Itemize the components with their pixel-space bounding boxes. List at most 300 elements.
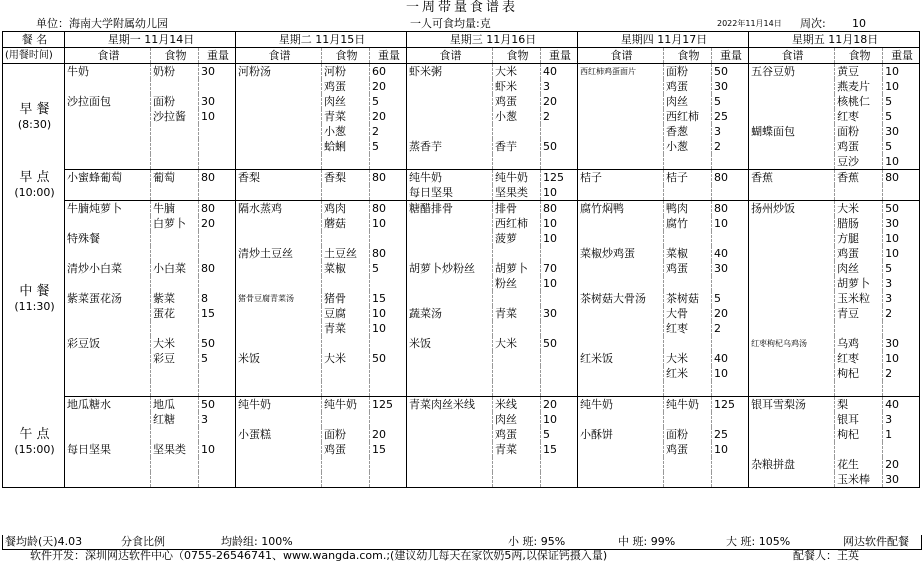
weight-cell: 20	[883, 457, 920, 472]
weight-cell: 40	[541, 64, 578, 80]
weight-cell: 10	[199, 109, 236, 124]
weight-cell	[883, 321, 920, 336]
ingredient-cell: 枸杞	[835, 366, 883, 381]
dish-cell	[578, 154, 664, 170]
dish-cell	[578, 216, 664, 231]
weight-cell: 30	[541, 306, 578, 321]
ingredient-cell: 豆腐	[322, 306, 370, 321]
dish-cell	[236, 457, 322, 472]
dish-cell	[749, 139, 835, 154]
weight-cell: 10	[199, 442, 236, 457]
dish-cell: 红米饭	[578, 351, 664, 366]
meal-name: 中 餐	[19, 283, 50, 299]
ingredient-cell	[493, 472, 541, 488]
ingredient-cell	[835, 442, 883, 457]
ingredient-cell	[322, 276, 370, 291]
ingredient-cell	[322, 231, 370, 246]
ingredient-cell	[151, 276, 199, 291]
dish-cell: 银耳雪梨汤	[749, 397, 835, 413]
ingredient-cell	[151, 472, 199, 488]
table-row	[3, 472, 920, 488]
dish-cell	[407, 246, 493, 261]
dish-cell	[578, 336, 664, 351]
dish-col-header: 食谱	[578, 48, 664, 64]
ingredient-cell: 鸡蛋	[493, 427, 541, 442]
dish-cell: 菜椒炒鸡蛋	[578, 246, 664, 261]
weight-cell	[199, 321, 236, 336]
weight-cell	[541, 457, 578, 472]
weight-cell	[199, 79, 236, 94]
dish-cell	[65, 381, 151, 397]
weight-cell: 40	[712, 246, 749, 261]
weight-cell: 10	[541, 216, 578, 231]
weight-cell: 80	[712, 170, 749, 186]
weight-cell	[199, 276, 236, 291]
dish-cell	[749, 366, 835, 381]
dish-col-header: 食谱	[749, 48, 835, 64]
weight-cell: 15	[370, 442, 407, 457]
weight-cell: 3	[712, 124, 749, 139]
dish-cell	[236, 216, 322, 231]
ingredient-cell: 香葱	[664, 124, 712, 139]
dish-cell	[236, 306, 322, 321]
table-row	[3, 64, 920, 80]
dish-cell	[749, 291, 835, 306]
ingredient-cell	[493, 381, 541, 397]
weight-cell	[883, 185, 920, 201]
weight-cell: 5	[370, 261, 407, 276]
table-row	[3, 306, 920, 321]
weight-cell: 20	[370, 79, 407, 94]
ingredient-cell: 红枣	[664, 321, 712, 336]
day-header: 星期五 11月18日	[749, 32, 920, 48]
weight-cell	[712, 472, 749, 488]
weight-cell: 50	[541, 336, 578, 351]
weight-cell	[541, 366, 578, 381]
ingredient-cell: 玉米粒	[835, 291, 883, 306]
ingredient-cell: 鸡蛋	[835, 246, 883, 261]
summary-bar	[2, 535, 922, 550]
dish-cell	[578, 457, 664, 472]
ingredient-cell: 鸡蛋	[664, 261, 712, 276]
ingredient-cell: 米线	[493, 397, 541, 413]
weight-cell	[541, 321, 578, 336]
weight-cell: 15	[199, 306, 236, 321]
ingredient-cell: 蛋花	[151, 306, 199, 321]
weight-cell	[712, 412, 749, 427]
dish-cell	[65, 366, 151, 381]
table-row	[3, 276, 920, 291]
weight-cell: 80	[883, 170, 920, 186]
dish-cell: 小蛋糕	[236, 427, 322, 442]
ingredient-cell: 粉丝	[493, 276, 541, 291]
weight-cell	[370, 154, 407, 170]
ingredient-cell: 面粉	[322, 427, 370, 442]
dish-cell	[578, 185, 664, 201]
dish-cell: 红枣枸杞乌鸡汤	[749, 336, 835, 351]
meal-name: 午 点	[19, 426, 50, 442]
ingredient-cell: 香蕉	[835, 170, 883, 186]
weight-cell: 2	[370, 124, 407, 139]
dish-cell: 香蕉	[749, 170, 835, 186]
weight-cell: 80	[199, 170, 236, 186]
dish-cell	[749, 185, 835, 201]
weight-col-header: 重量	[370, 48, 407, 64]
day-header: 星期四 11月17日	[578, 32, 749, 48]
dish-cell	[236, 185, 322, 201]
weight-cell: 10	[883, 154, 920, 170]
weight-cell: 5	[883, 94, 920, 109]
weight-cell: 10	[883, 64, 920, 80]
dish-cell	[578, 366, 664, 381]
weight-cell: 50	[199, 336, 236, 351]
dish-cell: 蝴蝶面包	[749, 124, 835, 139]
ingredient-cell	[664, 154, 712, 170]
weight-cell: 30	[883, 124, 920, 139]
meal-cell	[3, 397, 65, 488]
table-row	[3, 231, 920, 246]
dish-cell: 猪骨豆腐青菜汤	[236, 291, 322, 306]
weight-cell: 80	[370, 246, 407, 261]
dish-cell: 桔子	[578, 170, 664, 186]
week-number: 10	[852, 17, 866, 30]
dish-cell	[749, 231, 835, 246]
ingredient-cell	[664, 336, 712, 351]
ingredient-cell	[322, 336, 370, 351]
split-ratio: 分食比例	[121, 535, 165, 548]
dish-cell	[236, 261, 322, 276]
dish-cell: 地瓜糖水	[65, 397, 151, 413]
dish-cell	[578, 412, 664, 427]
dish-cell	[236, 124, 322, 139]
ingredient-cell	[664, 231, 712, 246]
dish-cell: 五谷豆奶	[749, 64, 835, 80]
dish-cell: 米饭	[407, 336, 493, 351]
ingredient-cell	[151, 457, 199, 472]
weight-cell	[370, 231, 407, 246]
weight-cell: 5	[541, 427, 578, 442]
ingredient-cell: 胡萝卜	[835, 276, 883, 291]
table-row	[3, 321, 920, 336]
weight-cell: 50	[883, 201, 920, 217]
meal-cell	[3, 64, 65, 170]
ingredient-cell: 豆沙	[835, 154, 883, 170]
ingredient-cell: 银耳	[835, 412, 883, 427]
dish-cell	[236, 472, 322, 488]
weight-cell: 3	[883, 291, 920, 306]
weight-cell	[199, 381, 236, 397]
ingredient-cell: 菜椒	[322, 261, 370, 276]
dish-cell	[749, 246, 835, 261]
dish-cell	[749, 79, 835, 94]
ingredient-cell: 大骨	[664, 306, 712, 321]
weight-cell: 20	[199, 216, 236, 231]
weight-cell	[370, 472, 407, 488]
ingredient-cell: 大米	[664, 351, 712, 366]
day-header: 星期一 11月14日	[65, 32, 236, 48]
ingredient-cell	[151, 185, 199, 201]
ingredient-cell: 核桃仁	[835, 94, 883, 109]
dish-cell	[407, 124, 493, 139]
ingredient-cell: 花生	[835, 457, 883, 472]
weight-cell: 80	[199, 261, 236, 276]
weight-cell	[199, 457, 236, 472]
dish-cell: 小蜜蜂葡萄	[65, 170, 151, 186]
ingredient-cell: 西红柿	[664, 109, 712, 124]
dish-cell	[65, 185, 151, 201]
weight-cell: 80	[370, 170, 407, 186]
ingredient-cell	[664, 276, 712, 291]
ingredient-cell	[322, 154, 370, 170]
weight-cell: 3	[883, 412, 920, 427]
dish-cell: 牛腩炖萝卜	[65, 201, 151, 217]
ingredient-cell	[151, 124, 199, 139]
ingredient-cell: 蛤蜊	[322, 139, 370, 154]
weight-cell	[712, 185, 749, 201]
dish-cell	[236, 109, 322, 124]
dish-cell: 蒸香芋	[407, 139, 493, 154]
ingredient-cell: 排骨	[493, 201, 541, 217]
ingredient-cell	[322, 412, 370, 427]
dish-cell	[749, 442, 835, 457]
dish-cell	[236, 381, 322, 397]
ingredient-cell: 白萝卜	[151, 216, 199, 231]
ingredient-cell	[151, 366, 199, 381]
weight-cell: 125	[370, 397, 407, 413]
dish-cell	[236, 442, 322, 457]
weight-cell	[541, 154, 578, 170]
ingredient-cell: 纯牛奶	[322, 397, 370, 413]
meal-name-header: 餐 名	[3, 32, 65, 48]
weight-cell	[199, 154, 236, 170]
weight-cell	[883, 381, 920, 397]
ingredient-cell: 纯牛奶	[664, 397, 712, 413]
ingredient-cell: 青菜	[322, 109, 370, 124]
meal-cell	[3, 201, 65, 397]
weight-cell: 10	[883, 351, 920, 366]
table-row	[3, 336, 920, 351]
weight-cell: 80	[199, 201, 236, 217]
dish-cell: 青菜肉丝米线	[407, 397, 493, 413]
ingredient-cell: 纯牛奶	[493, 170, 541, 186]
dish-cell: 糖醋排骨	[407, 201, 493, 217]
weight-cell	[541, 351, 578, 366]
ingredient-cell	[322, 185, 370, 201]
weight-cell: 50	[712, 64, 749, 80]
dish-cell: 河粉汤	[236, 64, 322, 80]
dish-cell	[65, 246, 151, 261]
dish-cell	[578, 442, 664, 457]
ingredient-cell: 香芋	[493, 139, 541, 154]
dish-cell: 彩豆饭	[65, 336, 151, 351]
ingredient-cell: 虾米	[493, 79, 541, 94]
dish-cell: 紫菜蛋花汤	[65, 291, 151, 306]
meal-name: 早 点	[19, 170, 50, 185]
dish-cell	[407, 321, 493, 336]
weight-cell: 5	[712, 291, 749, 306]
table-row	[3, 154, 920, 170]
dish-col-header: 食谱	[407, 48, 493, 64]
dish-cell	[236, 231, 322, 246]
dish-cell: 牛奶	[65, 64, 151, 80]
meal-time: (8:30)	[17, 117, 52, 131]
preparer: 配餐人：王英	[793, 549, 859, 562]
week-label: 周次:	[800, 17, 826, 30]
ingredient-cell: 鸡蛋	[493, 94, 541, 109]
weight-cell: 10	[883, 246, 920, 261]
dish-cell	[236, 321, 322, 336]
table-row	[3, 246, 920, 261]
ingredient-cell: 奶粉	[151, 64, 199, 80]
ingredient-cell	[664, 472, 712, 488]
table-row	[3, 139, 920, 154]
dish-cell: 蔬菜汤	[407, 306, 493, 321]
ingredient-cell	[151, 231, 199, 246]
ingredient-cell: 地瓜	[151, 397, 199, 413]
table-row	[3, 351, 920, 366]
weight-col-header: 重量	[541, 48, 578, 64]
weight-col-header: 重量	[883, 48, 920, 64]
ingredient-cell: 青菜	[493, 306, 541, 321]
brand: 网达软件配餐	[843, 535, 909, 548]
dish-cell	[65, 79, 151, 94]
ingredient-cell: 方腿	[835, 231, 883, 246]
dish-cell	[578, 94, 664, 109]
mid-class: 中 班: 99%	[618, 535, 676, 548]
dish-cell: 胡萝卜炒粉丝	[407, 261, 493, 276]
ingredient-cell	[835, 185, 883, 201]
ingredient-cell: 红米	[664, 366, 712, 381]
weight-cell: 10	[541, 276, 578, 291]
ingredient-cell: 鸡肉	[322, 201, 370, 217]
dish-cell	[407, 79, 493, 94]
weight-cell: 15	[541, 442, 578, 457]
ingredient-cell: 黄豆	[835, 64, 883, 80]
ingredient-cell: 彩豆	[151, 351, 199, 366]
weight-cell: 40	[712, 351, 749, 366]
ingredient-cell	[151, 381, 199, 397]
weight-cell: 10	[883, 231, 920, 246]
weight-cell: 10	[370, 216, 407, 231]
dish-cell	[749, 472, 835, 488]
ingredient-cell: 大米	[493, 64, 541, 80]
ingredient-cell: 肉丝	[835, 261, 883, 276]
weight-cell: 10	[883, 79, 920, 94]
dish-cell	[578, 381, 664, 397]
table-row	[3, 397, 920, 413]
weight-cell	[541, 124, 578, 139]
dish-cell	[749, 381, 835, 397]
dish-cell	[749, 216, 835, 231]
weight-cell: 5	[883, 139, 920, 154]
dish-cell	[407, 412, 493, 427]
dish-cell: 香梨	[236, 170, 322, 186]
dish-cell	[407, 94, 493, 109]
ingredient-cell	[322, 381, 370, 397]
unit-name: 单位：海南大学附属幼儿园	[36, 17, 168, 30]
ingredient-cell: 鸡蛋	[835, 139, 883, 154]
dish-cell	[578, 261, 664, 276]
weight-cell: 5	[712, 94, 749, 109]
dish-cell	[749, 261, 835, 276]
ingredient-cell: 红枣	[835, 351, 883, 366]
dish-cell: 隔水蒸鸡	[236, 201, 322, 217]
weight-cell: 5	[199, 351, 236, 366]
table-row	[3, 366, 920, 381]
dish-cell	[749, 351, 835, 366]
small-class: 小 班: 95%	[508, 535, 566, 548]
weight-cell: 5	[883, 261, 920, 276]
dish-cell	[407, 291, 493, 306]
weight-cell: 8	[199, 291, 236, 306]
weight-cell: 2	[712, 139, 749, 154]
developer-note: 软件开发：深圳网达软件中心（0755-26546741、www.wangda.com.;(建议幼儿每天在家饮奶5两,以保证钙摄入量)	[30, 549, 608, 562]
weight-cell	[712, 154, 749, 170]
dish-cell	[236, 154, 322, 170]
table-row	[3, 412, 920, 427]
ingredient-cell: 桔子	[664, 170, 712, 186]
ingredient-cell: 肉丝	[493, 412, 541, 427]
weight-col-header: 重量	[712, 48, 749, 64]
ingredient-cell	[151, 79, 199, 94]
dish-cell	[578, 231, 664, 246]
dish-cell	[236, 336, 322, 351]
weight-cell: 1	[883, 427, 920, 442]
dish-cell	[749, 412, 835, 427]
day-header: 星期二 11月15日	[236, 32, 407, 48]
weight-cell: 25	[712, 109, 749, 124]
weight-cell	[712, 457, 749, 472]
dish-cell: 每日坚果	[65, 442, 151, 457]
weight-cell: 50	[370, 351, 407, 366]
ingredient-cell: 鸡蛋	[664, 442, 712, 457]
weight-cell: 2	[883, 306, 920, 321]
meal-name: 早 餐	[19, 101, 50, 117]
weight-cell: 125	[712, 397, 749, 413]
dish-cell	[236, 366, 322, 381]
ingredient-cell: 小葱	[322, 124, 370, 139]
weight-cell: 10	[712, 442, 749, 457]
dish-cell	[578, 276, 664, 291]
weight-cell: 70	[541, 261, 578, 276]
dish-cell	[65, 154, 151, 170]
dish-cell	[236, 79, 322, 94]
ingredient-cell: 腊肠	[835, 216, 883, 231]
weight-cell: 50	[541, 139, 578, 154]
weight-cell: 30	[199, 64, 236, 80]
dish-cell	[749, 154, 835, 170]
dish-cell: 清炒土豆丝	[236, 246, 322, 261]
dish-col-header: 食谱	[236, 48, 322, 64]
dish-cell	[407, 366, 493, 381]
weight-cell: 30	[199, 94, 236, 109]
weight-cell	[541, 472, 578, 488]
dish-cell	[578, 139, 664, 154]
meal-time: (15:00)	[14, 442, 55, 456]
table-row	[3, 170, 920, 186]
ingredient-cell: 坚果类	[493, 185, 541, 201]
dish-cell	[749, 276, 835, 291]
weight-cell	[370, 412, 407, 427]
ingredient-cell: 鸡蛋	[664, 79, 712, 94]
dish-cell: 每日坚果	[407, 185, 493, 201]
ingredient-cell: 玉米棒	[835, 472, 883, 488]
weight-cell	[712, 276, 749, 291]
ingredient-cell: 大米	[151, 336, 199, 351]
weight-cell	[199, 246, 236, 261]
ingredient-cell	[835, 381, 883, 397]
weight-cell: 5	[883, 109, 920, 124]
